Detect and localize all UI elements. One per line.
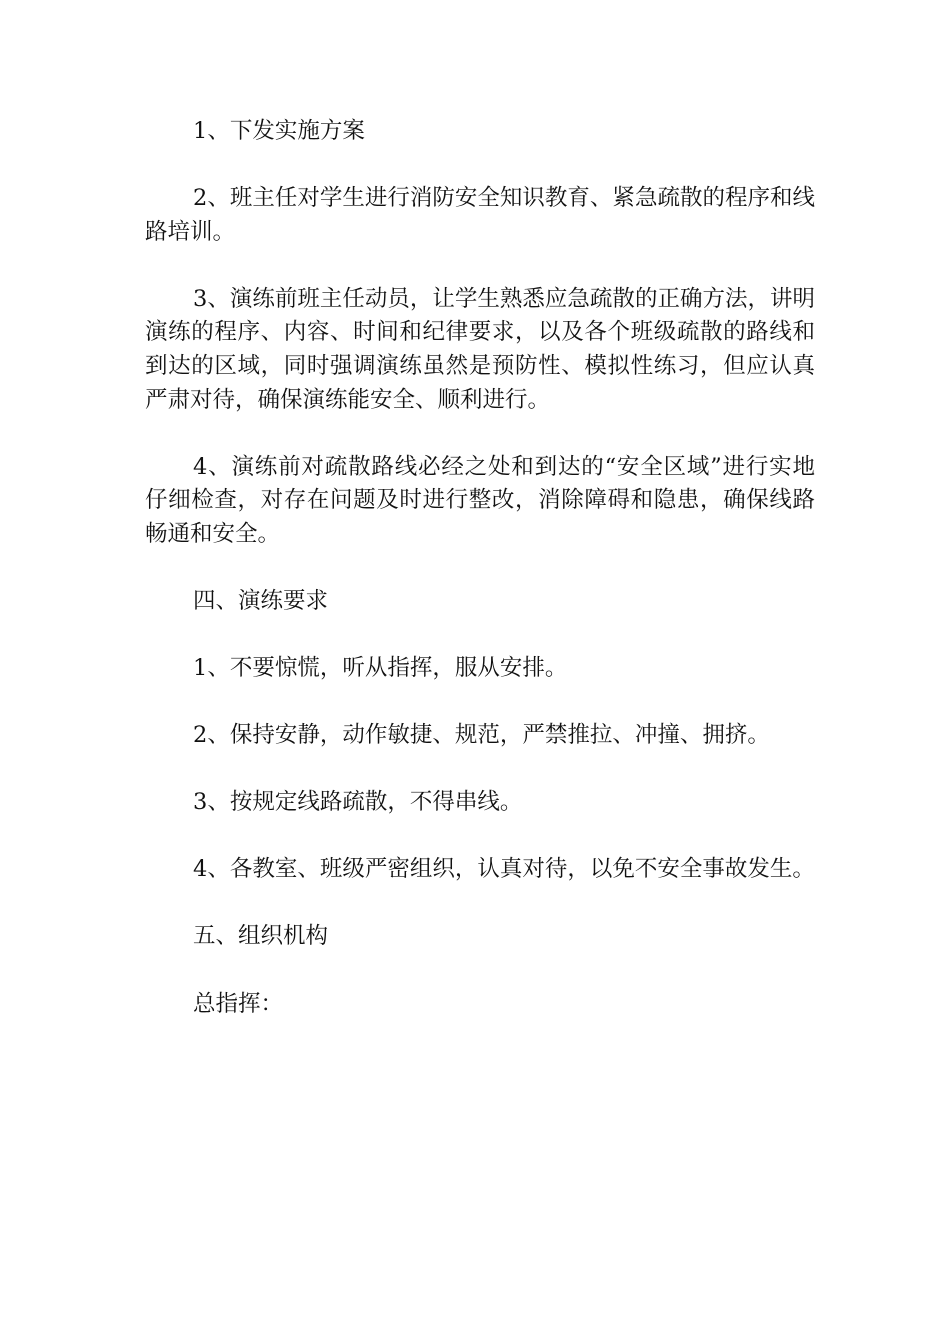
requirement-2: 2、保持安静，动作敏捷、规范，严禁推拉、冲撞、拥挤。 [193, 722, 770, 749]
paragraph-step-4: 4、演练前对疏散路线必经之处和到达的“安全区域”进行实地仔细检查，对存在问题及时进行整改，消除障碍和隐患，确保线路畅通和安全。 [145, 453, 815, 547]
commander-label: 总指挥： [193, 990, 284, 1017]
paragraph-step-1: 1、下发实施方案 [193, 118, 365, 144]
requirement-1: 1、不要惊慌，听从指挥，服从安排。 [193, 655, 568, 682]
requirement-3: 3、按规定线路疏散，不得串线。 [193, 789, 523, 816]
paragraph-step-2: 2、班主任对学生进行消防安全知识教育、紧急疏散的程序和线路培训。 [145, 185, 815, 245]
document-body [145, 115, 815, 1055]
paragraph-step-3: 3、演练前班主任动员，让学生熟悉应急疏散的正确方法，讲明演练的程序、内容、时间和纪律要求，以及各个班级疏散的路线和到达的区域，同时强调演练虽然是预防性、模拟性练习，但应认真严肃对待，确保演练能安全、顺利进行。 [145, 285, 815, 413]
requirement-4: 4、各教室、班级严密组织，认真对待，以免不安全事故发生。 [193, 856, 815, 883]
section-heading-requirements: 四、演练要求 [193, 587, 329, 614]
section-heading-organization: 五、组织机构 [193, 923, 329, 950]
